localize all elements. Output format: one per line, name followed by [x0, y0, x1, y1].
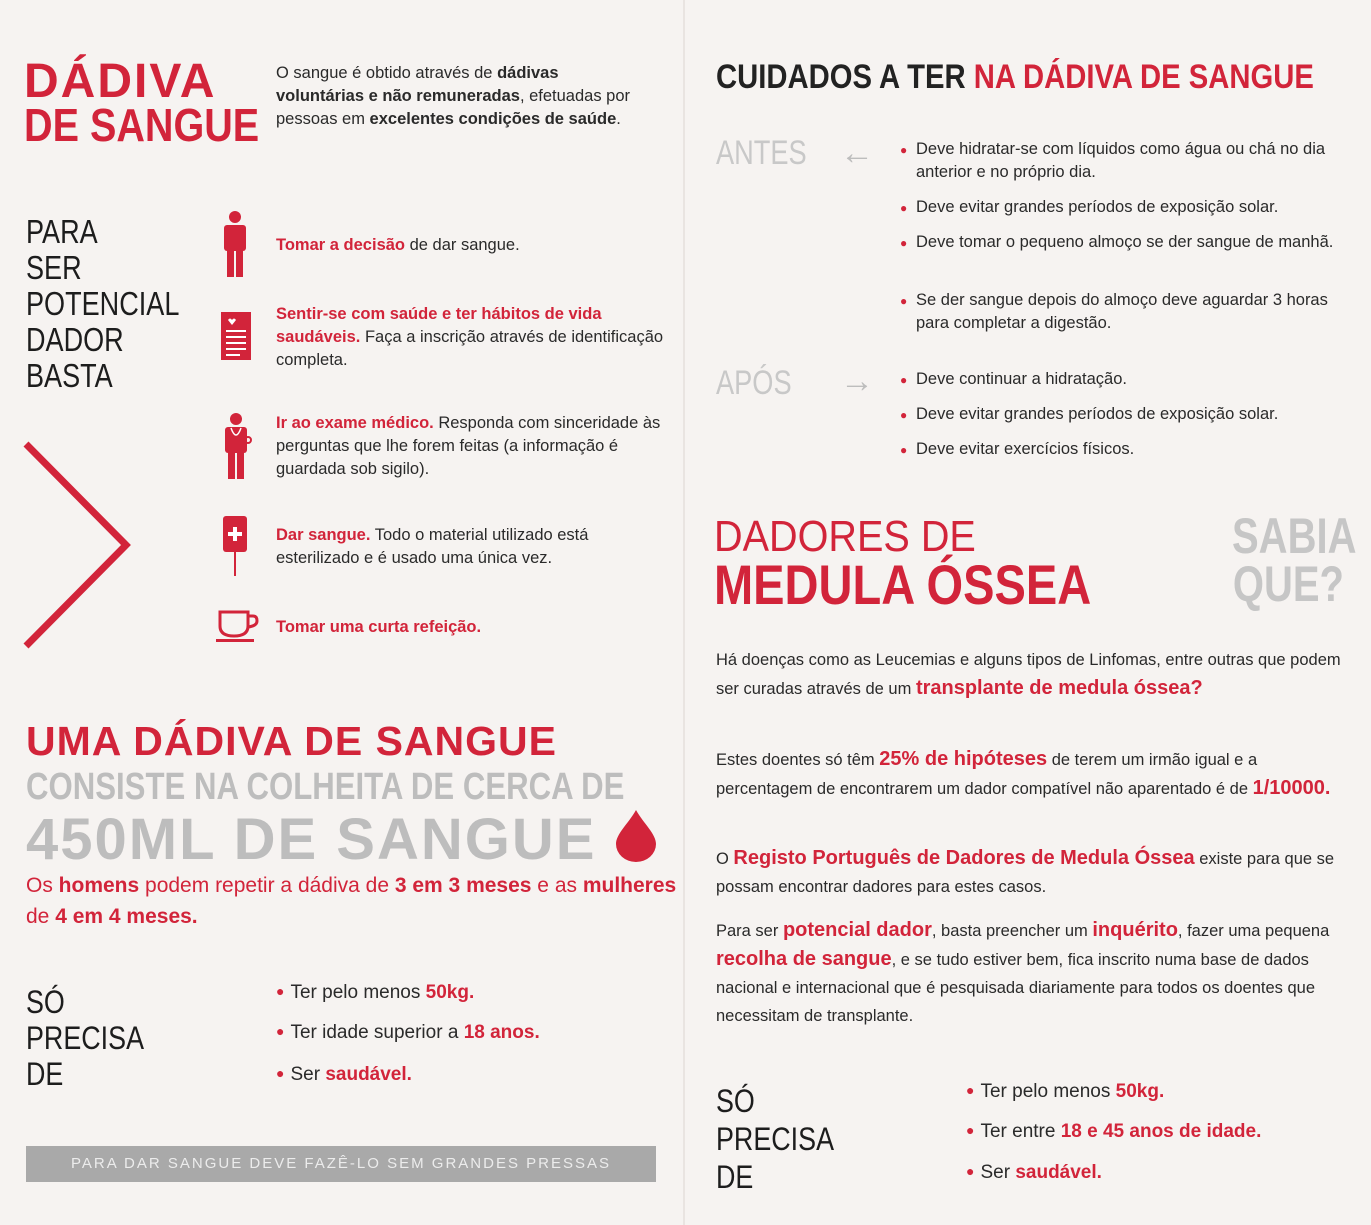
para-highlight: 25% de hipóteses	[879, 748, 1048, 770]
paragraph-4	[716, 916, 1346, 1030]
req-text: Ter pelo menos	[290, 982, 426, 1003]
sabia-line2: QUE?	[1232, 556, 1344, 612]
bullet-icon: ●	[900, 443, 908, 457]
requirement-item	[966, 1081, 1164, 1103]
req-highlight: 18 e 45 anos de idade.	[1060, 1121, 1262, 1142]
cup-icon	[214, 608, 260, 644]
so-precisa-left	[26, 984, 144, 1092]
apos-text: Deve continuar a hidratação.	[916, 370, 1127, 388]
intro-text	[276, 62, 636, 131]
arrow-left-icon: ←	[840, 134, 874, 172]
bullet-icon: ●	[966, 1122, 975, 1138]
450ml-heading: 450ML DE SANGUE	[26, 807, 597, 872]
step-decision	[276, 234, 666, 257]
req-highlight: saudável.	[325, 1064, 412, 1085]
para-highlight: recolha de sangue	[716, 948, 892, 970]
footer-banner: PARA DAR SANGUE DEVE FAZÊ-LO SEM GRANDES PRESSAS	[26, 1146, 656, 1182]
antes-item	[900, 138, 1350, 184]
so-precisa-line: SÓ	[26, 984, 65, 1020]
bullet-icon: ●	[276, 983, 285, 999]
homens-part: de	[26, 905, 56, 928]
step-meal	[276, 616, 666, 639]
apos-item	[900, 403, 1350, 426]
req-highlight: 50kg.	[1115, 1081, 1165, 1102]
antes-item	[900, 289, 1350, 335]
intro-highlight: dádivas voluntárias e não remuneradas	[276, 64, 559, 105]
cuidados-dark: CUIDADOS A TER	[716, 58, 974, 96]
homens-text	[26, 870, 686, 932]
dadores-line1: DADORES DE	[714, 512, 976, 561]
blood-bag-icon	[222, 514, 248, 578]
form-icon	[221, 312, 251, 360]
req-highlight: saudável.	[1015, 1162, 1102, 1183]
para-text: de terem um irmão igual e a percentagem de encontrarem um dador compatível não aparentado é de	[716, 751, 1258, 798]
para-highlight: 1/10000.	[1252, 777, 1331, 799]
so-precisa-line: DE	[26, 1056, 64, 1092]
step-text: Todo o material utilizado está esterilizado e é usado uma única vez.	[276, 526, 589, 567]
antes-label: ANTES	[716, 134, 807, 172]
blood-drop-icon	[614, 808, 658, 862]
homens-highlight: 3 em 3 meses	[394, 874, 532, 897]
para-ser-line: DADOR	[26, 321, 124, 358]
antes-text: Deve evitar grandes períodos de exposição solar.	[916, 198, 1279, 216]
homens-highlight: 4 em 4 meses.	[55, 905, 198, 928]
antes-text: Deve tomar o pequeno almoço se der sangue de manhã.	[916, 233, 1334, 251]
step-health	[276, 303, 666, 372]
step-exam	[276, 412, 666, 481]
para-highlight: Registo Português de Dadores de Medula Óssea	[733, 847, 1195, 869]
title-line2: DE SANGUE	[24, 99, 260, 152]
para-text: , e se tudo estiver bem, fica inscrito numa base de dados nacional e internacional que é pesquisada diariamente para todos os doentes que necessitam de transplante.	[716, 951, 1316, 1025]
chevron-right-icon	[22, 440, 134, 650]
para-text: Estes doentes só têm	[716, 751, 880, 769]
bullet-icon: ●	[966, 1163, 975, 1179]
antes-text: Se der sangue depois do almoço deve aguardar 3 horas para completar a digestão.	[916, 291, 1328, 332]
para-text: , fazer uma pequena	[1177, 922, 1330, 940]
bullet-icon: ●	[900, 408, 908, 422]
apos-text: Deve evitar exercícios físicos.	[916, 440, 1135, 458]
paragraph-2	[716, 745, 1346, 803]
bullet-icon: ●	[276, 1023, 285, 1039]
dadores-line2: MEDULA ÓSSEA	[714, 553, 1092, 616]
req-highlight: 50kg.	[425, 982, 475, 1003]
step-highlight: Tomar uma curta refeição.	[276, 618, 482, 636]
so-precisa-line: SÓ	[716, 1083, 755, 1119]
para-highlight: transplante de medula óssea?	[915, 677, 1203, 699]
fold-divider	[683, 0, 685, 1225]
para-highlight: potencial dador	[782, 919, 932, 941]
req-text: Ter idade superior a	[290, 1022, 464, 1043]
bullet-icon: ●	[900, 201, 908, 215]
step-text: Faça a inscrição através de identificação completa.	[276, 328, 664, 369]
antes-item	[900, 196, 1350, 219]
apos-text: Deve evitar grandes períodos de exposição solar.	[916, 405, 1279, 423]
req-text: Ter pelo menos	[980, 1081, 1116, 1102]
step-text: Responda com sinceridade às perguntas que lhe forem feitas (a informação é guardada sob sigilo).	[276, 414, 661, 478]
person-icon	[222, 210, 248, 278]
sabia-que	[1232, 508, 1357, 612]
step-highlight: Tomar a decisão	[276, 236, 405, 254]
homens-highlight: homens	[58, 874, 140, 897]
para-text: existe para que se possam encontrar dadores para estes casos.	[716, 850, 1335, 896]
consiste-heading: CONSISTE NA COLHEITA DE CERCA DE	[26, 766, 625, 808]
left-title	[24, 55, 297, 152]
so-precisa-line: DE	[716, 1159, 754, 1195]
sabia-line1: SABIA	[1232, 508, 1357, 564]
bullet-icon: ●	[900, 236, 908, 250]
para-text: O	[716, 850, 734, 868]
para-highlight: inquérito	[1092, 919, 1178, 941]
para-text: Há doenças como as Leucemias e alguns tipos de Linfomas, entre outras que podem ser curadas através de um	[716, 651, 1341, 698]
so-precisa-line: PRECISA	[26, 1020, 145, 1056]
uma-dadiva-heading: UMA DÁDIVA DE SANGUE	[26, 718, 557, 764]
step-highlight: Dar sangue.	[276, 526, 371, 544]
intro-part: .	[616, 110, 621, 128]
paragraph-3	[716, 844, 1346, 901]
req-text: Ser	[980, 1162, 1016, 1183]
para-ser-line: PARA	[26, 213, 98, 250]
bullet-icon: ●	[900, 143, 908, 157]
apos-item	[900, 368, 1350, 391]
para-ser-line: SER	[26, 249, 82, 286]
para-ser-line: POTENCIAL	[26, 285, 180, 322]
paragraph-1	[716, 646, 1346, 703]
bullet-icon: ●	[900, 294, 908, 308]
homens-part: podem repetir a dádiva de	[139, 874, 395, 897]
homens-part: Os	[26, 874, 59, 897]
requirement-item	[276, 1022, 540, 1044]
step-donate	[276, 524, 646, 570]
intro-highlight: excelentes condições de saúde	[369, 110, 617, 128]
arrow-right-icon: →	[840, 362, 874, 400]
antes-text: Deve hidratar-se com líquidos como água ou chá no dia anterior e no próprio dia.	[916, 140, 1326, 181]
step-highlight: Sentir-se com saúde e ter hábitos de vida saudáveis.	[276, 305, 602, 346]
title-line1: DÁDIVA	[24, 55, 217, 108]
bullet-icon: ●	[276, 1065, 285, 1081]
req-text: Ter entre	[980, 1121, 1061, 1142]
req-highlight: 18 anos.	[463, 1022, 540, 1043]
so-precisa-right	[716, 1082, 834, 1196]
requirement-item	[966, 1121, 1261, 1143]
cuidados-heading	[716, 58, 1314, 97]
para-text: Para ser	[716, 922, 783, 940]
requirement-item	[276, 982, 474, 1004]
para-ser-heading	[26, 214, 179, 394]
step-text: de dar sangue.	[405, 236, 520, 254]
step-highlight: Ir ao exame médico.	[276, 414, 434, 432]
cuidados-red: NA DÁDIVA DE SANGUE	[973, 58, 1314, 96]
bullet-icon: ●	[900, 373, 908, 387]
doctor-icon	[222, 412, 252, 480]
para-text: , basta preencher um	[931, 922, 1093, 940]
homens-part: e as	[531, 874, 583, 897]
para-ser-line: BASTA	[26, 357, 113, 394]
apos-label: APÓS	[716, 364, 792, 402]
req-text: Ser	[290, 1064, 326, 1085]
bullet-icon: ●	[966, 1082, 975, 1098]
homens-highlight: mulheres	[582, 874, 677, 897]
requirement-item	[966, 1162, 1102, 1184]
intro-part: O sangue é obtido através de	[276, 64, 498, 82]
so-precisa-line: PRECISA	[716, 1121, 835, 1157]
requirement-item	[276, 1064, 412, 1086]
intro-part: , efetuadas por pessoas em	[276, 87, 631, 128]
apos-item	[900, 438, 1350, 461]
antes-item	[900, 231, 1350, 254]
